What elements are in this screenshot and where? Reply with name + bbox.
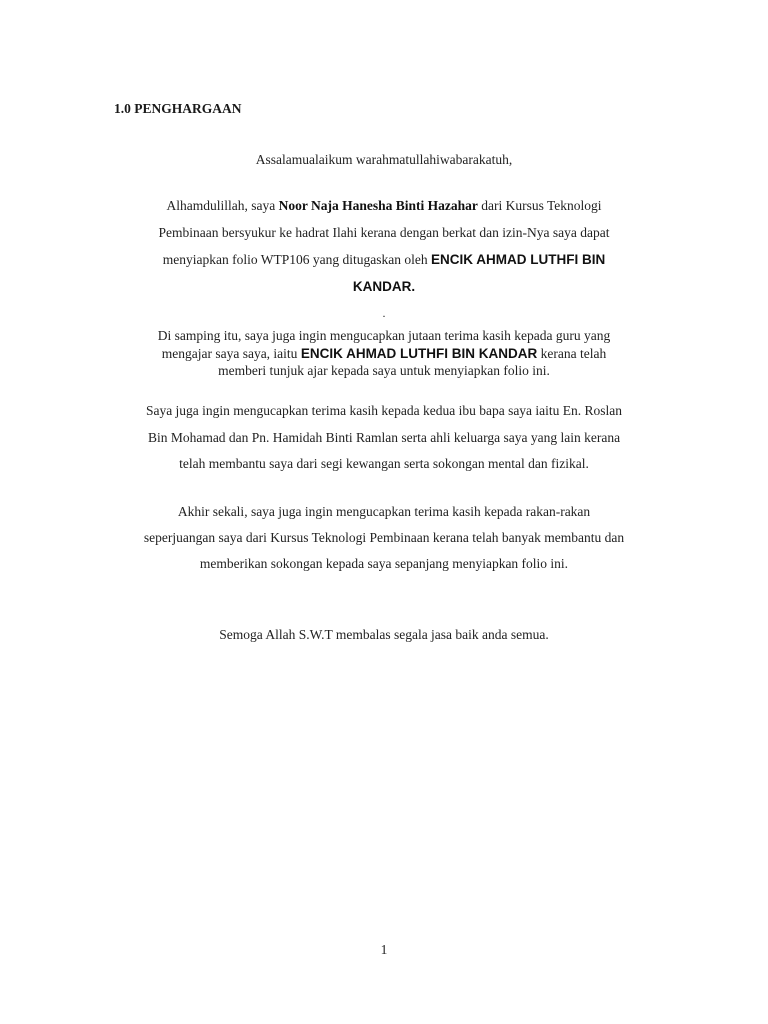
page-number: 1 [380,942,388,957]
paragraph-line: Pembinaan bersyukur ke hadrat Ilahi kerana dengan berkat dan izin-Nya saya dapat [158,225,610,240]
paragraph-line [100,273,668,300]
paragraph-di-samping [100,327,668,380]
paragraph-line [100,192,668,219]
text-span: Alhamdulillah, saya [166,198,279,213]
closing-text: Semoga Allah S.W.T membalas segala jasa baik anda semua. [219,627,549,642]
lecturer-name: ENCIK AHMAD LUTHFI BIN [430,252,606,267]
lecturer-name-continued: KANDAR. [352,279,416,294]
paragraph-line: seperjuangan saya dari Kursus Teknologi Pembinaan kerana telah banyak membantu dan [143,530,625,545]
text-span: dari Kursus Teknologi [477,198,602,213]
text-span: kerana telah [537,345,607,361]
text-span: menyiapkan folio WTP106 yang ditugaskan oleh [162,252,431,267]
paragraph-alhamdulillah [100,192,668,300]
paragraph-line [100,246,668,273]
paragraph-line: Akhir sekali, saya juga ingin mengucapkan terima kasih kepada rakan-rakan [177,504,591,519]
paragraph-line [100,345,668,363]
text-span: mengajar saya saya, iaitu [161,345,301,361]
student-name: Noor Naja Hanesha Binti Hazahar [278,198,478,213]
section-heading: 1.0 PENGHARGAAN [114,101,242,116]
paragraph-line: telah membantu saya dari segi kewangan serta sokongan mental dan fizikal. [179,456,589,471]
stray-dot: . [382,306,386,320]
paragraph-line: memberi tunjuk ajar kepada saya untuk menyiapkan folio ini. [218,363,550,378]
greeting-text: Assalamualaikum warahmatullahiwabarakatuh, [255,152,513,167]
paragraph-ibu-bapa [100,398,668,478]
paragraph-line: Di samping itu, saya juga ingin mengucapkan jutaan terima kasih kepada guru yang [157,328,611,343]
lecturer-name: ENCIK AHMAD LUTHFI BIN KANDAR [300,345,538,361]
paragraph-line: Saya juga ingin mengucapkan terima kasih kepada kedua ibu bapa saya iaitu En. Roslan [145,403,623,418]
paragraph-line: Bin Mohamad dan Pn. Hamidah Binti Ramlan serta ahli keluarga saya yang lain kerana [147,429,621,445]
paragraph-line: memberikan sokongan kepada saya sepanjang menyiapkan folio ini. [199,556,569,571]
paragraph-akhir-sekali [100,499,668,577]
